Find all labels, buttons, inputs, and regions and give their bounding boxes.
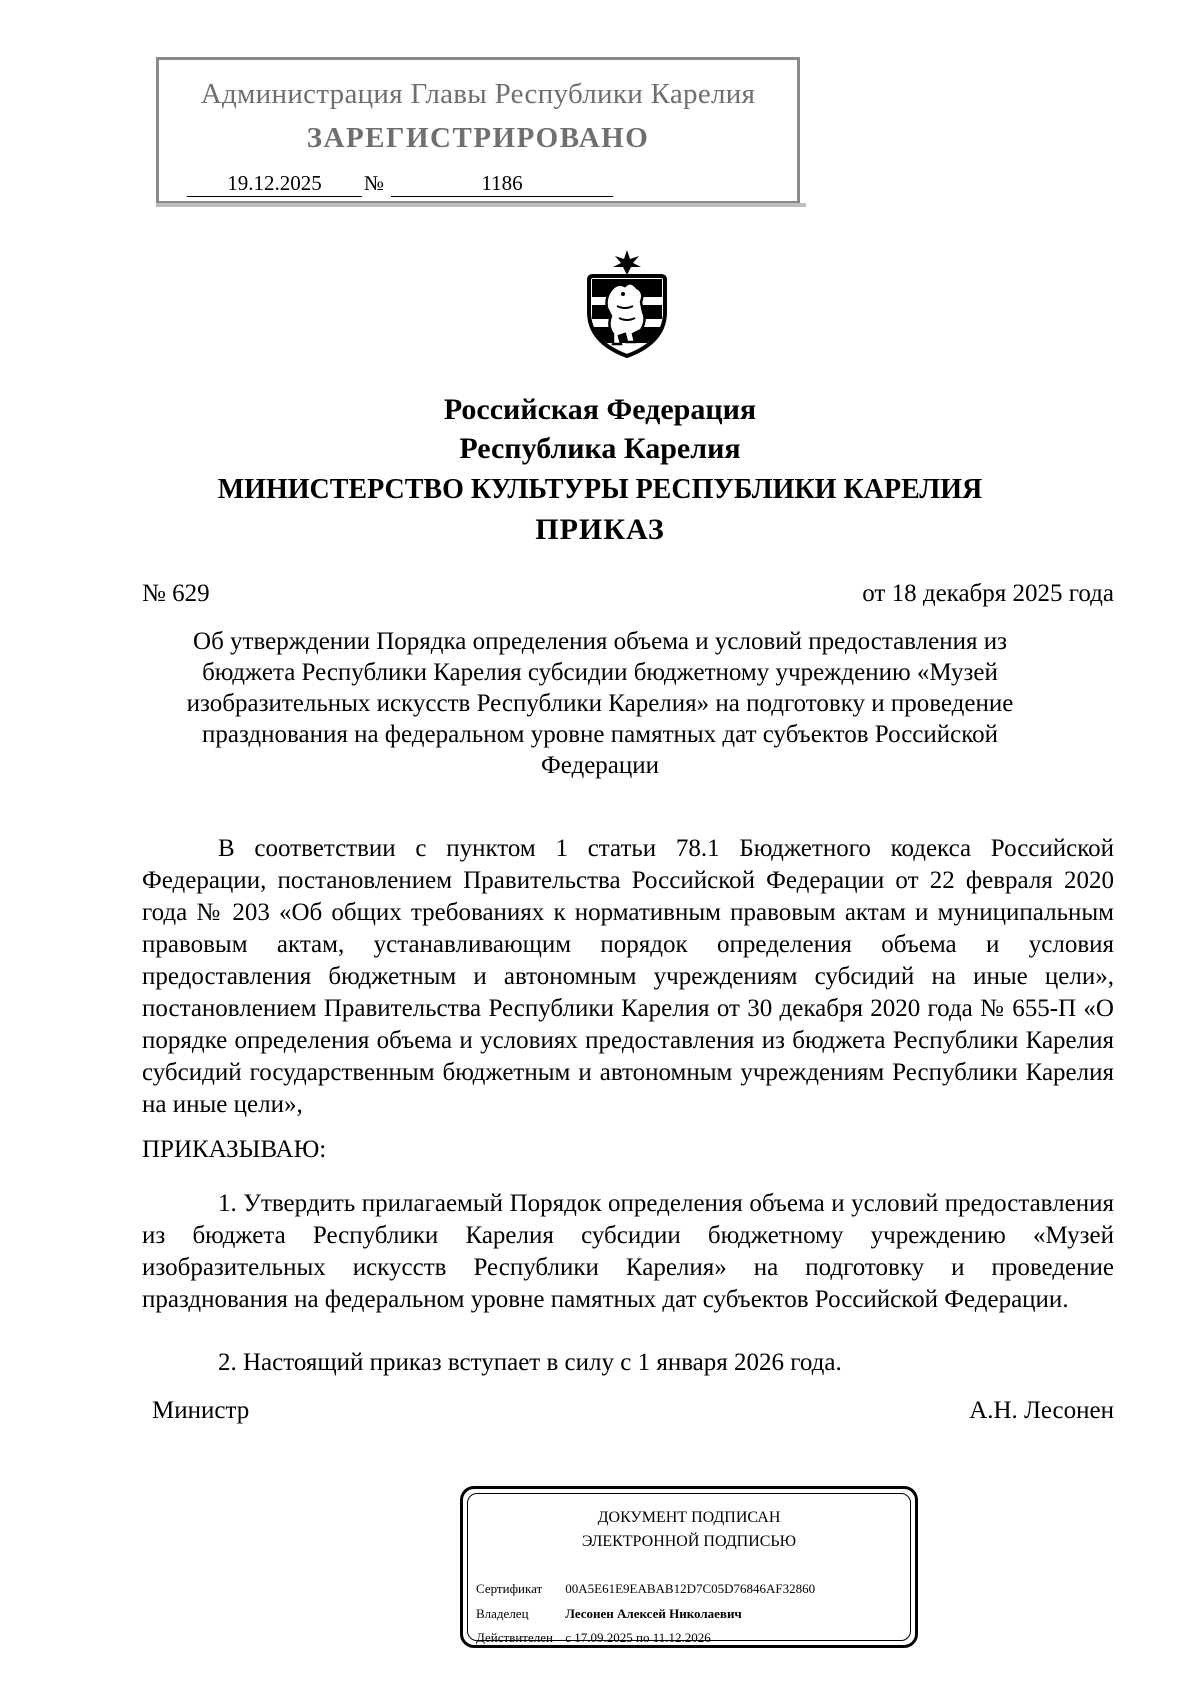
registration-number-label: № <box>364 171 385 195</box>
order-number: № 629 <box>142 580 210 607</box>
order-item-2: 2. Настоящий приказ вступает в силу с 1 января 2026 года. <box>218 1349 842 1376</box>
order-preamble: В соответствии с пунктом 1 статьи 78.1 Бюджетного кодекса Российской Федерации, постановлением Правительства Российской Федерации от 22 февраля 2020 года № 203 «Об общих требованиях к нормативным правовым актам и муниципальным правовым актам, устанавливающим порядок определения объема и условия предоставления бюджетным и автономным учреждениям субсидий на иные цели», постановлением Правительства Республики Карелия от 30 декабря 2020 года № 655-П «О порядке определения объема и условиях предоставления из бюджета Республики Карелия субсидий государственным бюджетным и автономным учреждениям Республики Карелия на иные цели», <box>142 835 1114 1118</box>
order-date: от 18 декабря 2025 года <box>862 580 1114 607</box>
order-item-1: 1. Утвердить прилагаемый Порядок определения объема и условий предоставления из бюджета Республики Карелия субсидии бюджетному учреждению «Музей изобразительных искусств Республики Карелия» на подготовку и проведение празднования на федеральном уровне памятных дат субъектов Российской Федерации. <box>142 1190 1114 1313</box>
cert-label: Сертификат <box>476 1581 543 1596</box>
esignature-title-1: ДОКУМЕНТ ПОДПИСАН <box>597 1509 781 1526</box>
esignature-owner-row <box>476 1606 742 1622</box>
stamp-shadow <box>156 203 806 207</box>
order-title: Об утверждении Порядка определения объема и условий предоставления из бюджета Республики Карелия субсидии бюджетному учреждению «Музей изобразительных искусств Республики Карелия» на подготовку и проведение празднования на федеральном уровне памятных дат субъектов Российской Федерации <box>186 628 1014 779</box>
header-republic: Республика Карелия <box>459 432 741 465</box>
valid-label: Действителен <box>476 1630 553 1645</box>
cert-value: 00A5E61E9EABAB12D7C05D76846AF32860 <box>565 1581 816 1596</box>
esignature-valid-row <box>476 1630 711 1646</box>
registration-number: 1186 <box>391 170 613 197</box>
esignature-cert-row <box>476 1581 815 1597</box>
esignature-title-2: ЭЛЕКТРОННОЙ ПОДПИСЬЮ <box>581 1533 797 1550</box>
valid-value: с 17.09.2025 по 11.12.2026 <box>565 1630 711 1645</box>
esignature-stamp <box>460 1486 918 1648</box>
header-doc-type: ПРИКАЗ <box>535 513 665 546</box>
owner-value: Лесонен Алексей Николаевич <box>565 1606 742 1621</box>
registration-stamp <box>156 57 800 204</box>
registration-date: 19.12.2025 <box>187 170 362 197</box>
registration-authority: Администрация Главы Республики Карелия <box>200 78 756 110</box>
registration-status: ЗАРЕГИСТРИРОВАНО <box>306 122 650 154</box>
karelia-coat-of-arms-icon <box>583 250 671 360</box>
header-country: Российская Федерация <box>443 393 757 426</box>
signer-position: Министр <box>152 1397 250 1424</box>
owner-label: Владелец <box>476 1606 529 1621</box>
order-word: ПРИКАЗЫВАЮ: <box>142 1136 327 1163</box>
signer-name: А.Н. Лесонен <box>969 1397 1114 1424</box>
header-ministry: МИНИСТЕРСТВО КУЛЬТУРЫ РЕСПУБЛИКИ КАРЕЛИЯ <box>217 474 983 505</box>
